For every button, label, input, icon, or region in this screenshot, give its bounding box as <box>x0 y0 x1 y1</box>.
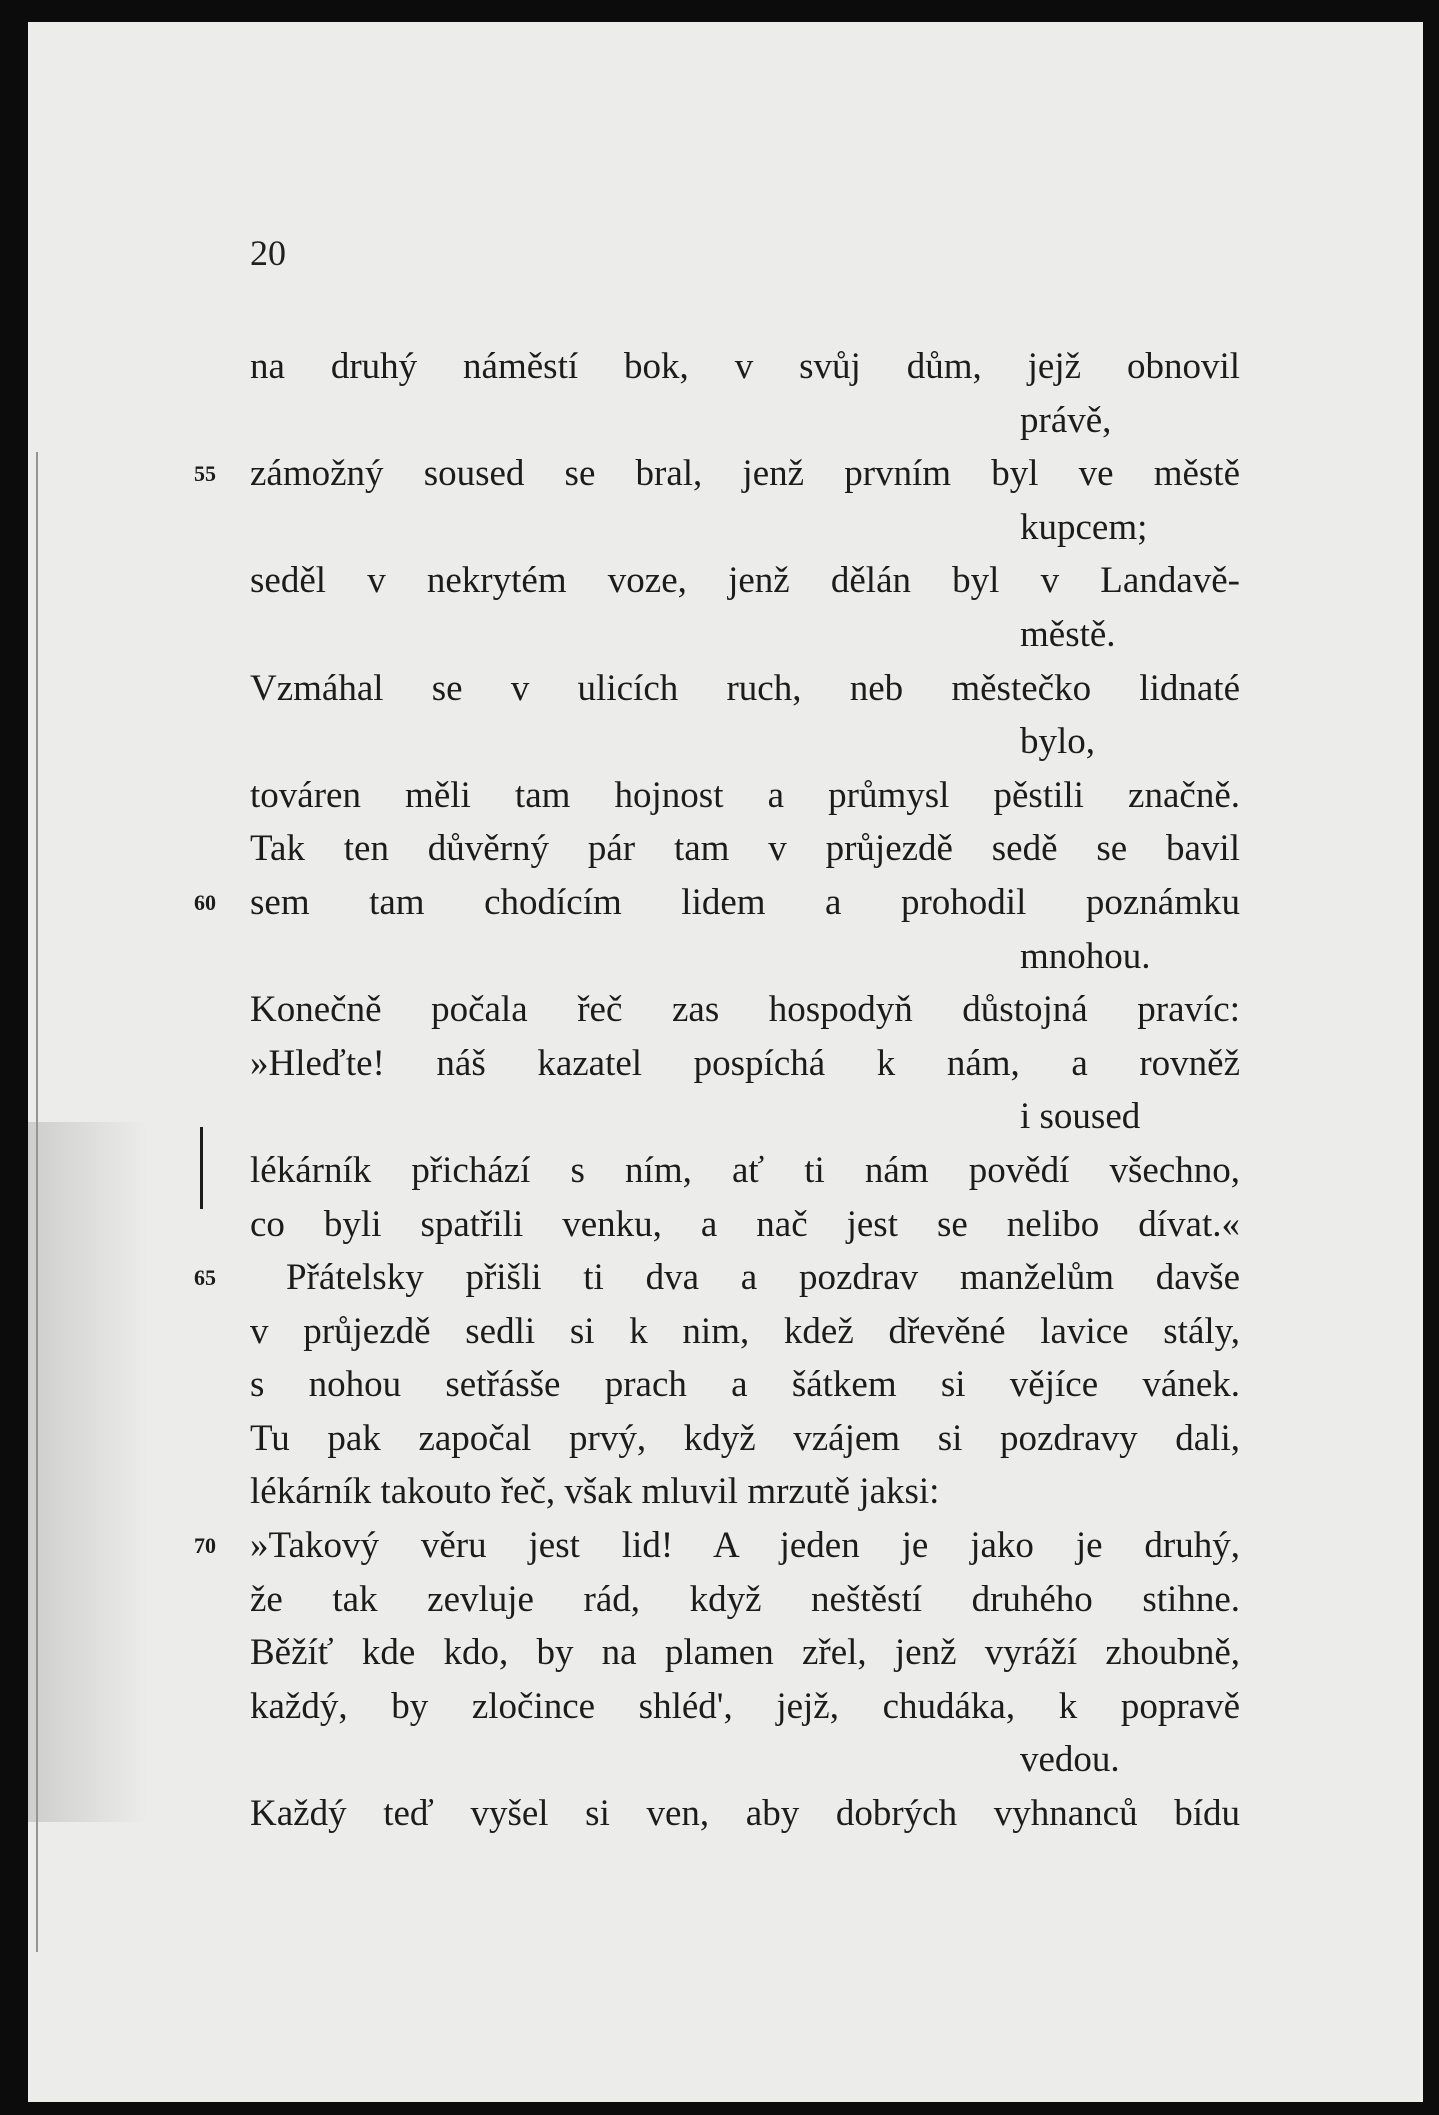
text-line <box>250 501 1250 555</box>
line-text: zámožný soused se bral, jenž prvním byl ve městě <box>250 453 1240 495</box>
text-line <box>250 1412 1250 1466</box>
line-text: lékárník takouto řeč, však mluvil mrzutě jaksi: <box>250 1471 940 1513</box>
book-page <box>28 22 1423 2102</box>
text-line <box>250 822 1250 876</box>
text-line <box>250 1680 1250 1734</box>
text-line <box>250 1733 1250 1787</box>
line-text: každý, by zločince shléd', jejž, chudáka, k popravě <box>250 1685 1240 1727</box>
text-line <box>250 662 1250 716</box>
text-line <box>250 1573 1250 1627</box>
line-text: Konečně počala řeč zas hospodyň důstojná pravíc: <box>250 989 1240 1031</box>
text-line <box>250 1626 1250 1680</box>
text-line <box>194 1519 1250 1573</box>
line-text: na druhý náměstí bok, v svůj dům, jejž obnovil <box>250 346 1240 387</box>
text-line <box>250 1090 1250 1144</box>
text-line <box>194 1251 1250 1305</box>
text-line <box>250 1787 1250 1841</box>
text-line <box>250 930 1250 984</box>
line-number: 60 <box>194 889 216 915</box>
page-number: 20 <box>250 233 286 273</box>
line-text: továren měli tam hojnost a průmysl pěstili značně. <box>250 774 1240 816</box>
line-number: 70 <box>194 1533 216 1559</box>
text-line <box>194 447 1250 501</box>
text-line <box>250 1037 1250 1091</box>
line-text: Každý teď vyšel si ven, aby dobrých vyhnanců bídu <box>250 1793 1240 1835</box>
line-text: městě. <box>1020 613 1116 655</box>
line-text: vedou. <box>1020 1739 1120 1781</box>
line-text: Běžíť kde kdo, by na plamen zřel, jenž vyráží zhoubně, <box>250 1632 1240 1674</box>
line-text: Vzmáhal se v ulicích ruch, neb městečko lidnaté <box>250 667 1240 709</box>
line-text: seděl v nekrytém voze, jenž dělán byl v Landavě- <box>250 560 1240 602</box>
line-text: Tak ten důvěrný pár tam v průjezdě sedě se bavil <box>250 828 1240 870</box>
poem-text-block <box>194 340 1250 1841</box>
text-line <box>250 715 1250 769</box>
line-text: že tak zevluje rád, když neštěstí druhého stihne. <box>250 1578 1240 1620</box>
text-line <box>250 1198 1250 1252</box>
text-line <box>250 1358 1250 1412</box>
line-text: »Hleďte! náš kazatel pospíchá k nám, a rovněž <box>250 1042 1240 1084</box>
text-line <box>250 769 1250 823</box>
line-text: sem tam chodícím lidem a prohodil poznámku <box>250 881 1240 923</box>
line-text: lékárník přichází s ním, ať ti nám povědí všechno, <box>250 1149 1240 1191</box>
line-text: Tu pak započal prvý, když vzájem si pozdravy dali, <box>250 1417 1240 1459</box>
line-text: bylo, <box>1020 721 1096 763</box>
text-line <box>250 1305 1250 1359</box>
text-line <box>250 608 1250 662</box>
text-line <box>250 394 1250 448</box>
text-line <box>250 340 1250 394</box>
line-text: právě, <box>1020 399 1112 441</box>
page-stain <box>28 1122 148 1822</box>
line-text: s nohou setřásše prach a šátkem si vějíce vánek. <box>250 1364 1240 1406</box>
text-line <box>250 554 1250 608</box>
line-text: kupcem; <box>1020 506 1148 548</box>
line-text: v průjezdě sedli si k nim, kdež dřevěné lavice stály, <box>250 1310 1240 1352</box>
text-line <box>250 1144 1250 1198</box>
text-line <box>194 876 1250 930</box>
line-text: mnohou. <box>1020 935 1151 977</box>
text-line <box>250 1465 1250 1519</box>
line-text: i soused <box>1020 1096 1141 1138</box>
line-number: 55 <box>194 461 216 487</box>
margin-pencil-mark <box>200 1127 203 1209</box>
text-line <box>250 983 1250 1037</box>
line-text: »Takový věru jest lid! A jeden je jako je druhý, <box>250 1525 1240 1567</box>
line-text: Přátelsky přišli ti dva a pozdrav manželům davše <box>286 1257 1240 1299</box>
line-number: 65 <box>194 1265 216 1291</box>
line-text: co byli spatřili venku, a nač jest se nelibo dívat.« <box>250 1203 1240 1245</box>
